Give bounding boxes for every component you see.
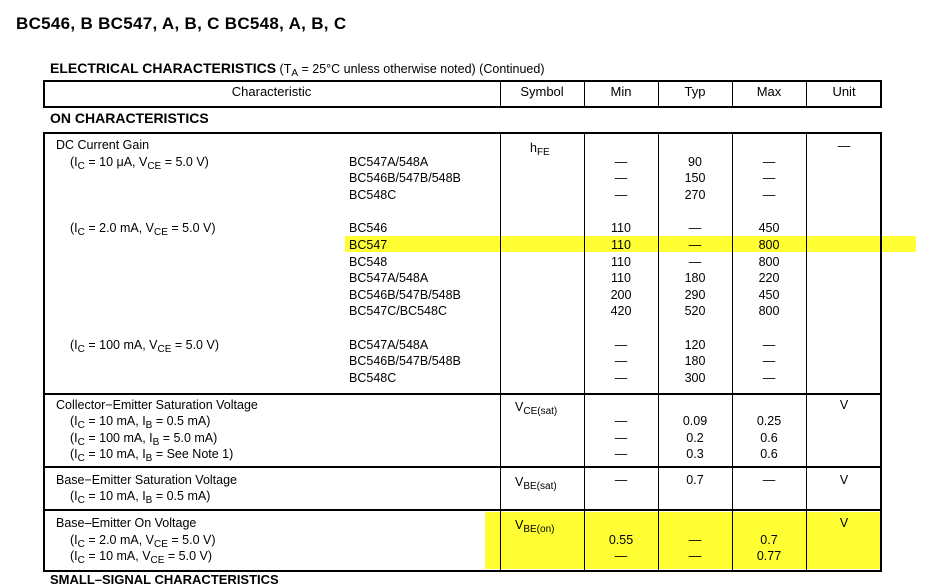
min-value: — xyxy=(614,171,628,185)
col-max: Max xyxy=(756,84,782,99)
typ-value: 0.09 xyxy=(682,414,708,428)
typ-value: 300 xyxy=(684,371,706,385)
vbe-on-cond: ($I_C = 10$ mA, $V_{CE} = 5.0$ V) xyxy=(70,549,213,566)
max-value: 800 xyxy=(758,304,780,318)
vce-sat-unit: V xyxy=(839,398,849,412)
page-title: BC546, B BC547, A, B, C BC548, A, B, C xyxy=(16,14,347,33)
next-section-heading: SMALL–SIGNAL CHARACTERISTICS xyxy=(50,572,279,587)
min-value: — xyxy=(614,354,628,368)
col-typ: Typ xyxy=(684,84,706,99)
min-value: 200 xyxy=(610,288,632,302)
vbe-sat-symbol: $V_{BE(sat)}$ xyxy=(515,475,557,492)
min-value: — xyxy=(614,549,628,563)
min-value: 110 xyxy=(611,255,631,269)
part-number: BC548C xyxy=(349,371,397,385)
max-value: 0.6 xyxy=(760,431,778,445)
typ-value: 180 xyxy=(684,354,706,368)
table-heading-main: ELECTRICAL CHARACTERISTICS xyxy=(50,60,277,76)
dc-gain-cond2: ($I_C = 2.0$ mA, $V_{CE} = 5.0$ V) xyxy=(70,221,216,238)
max-value: 450 xyxy=(758,221,780,235)
typ-value: 290 xyxy=(684,288,706,302)
max-value: 0.77 xyxy=(756,549,782,563)
dc-gain-cond1: ($I_C = 10$ μA, $V_{CE} = 5.0$ V) xyxy=(70,155,209,172)
typ-value: 180 xyxy=(684,271,706,285)
max-value: — xyxy=(762,354,776,368)
vce-sat-cond: ($I_C = 100$ mA, $I_B = 5.0$ mA) xyxy=(70,431,218,448)
min-value: — xyxy=(614,431,628,445)
col-unit: Unit xyxy=(832,84,856,99)
vbe-on-unit: V xyxy=(839,516,849,530)
vbe-on-symbol: $V_{BE(on)}$ xyxy=(515,518,555,535)
vce-sat-cond: ($I_C = 10$ mA, $I_B$ = See Note 1) xyxy=(70,447,234,464)
min-value: — xyxy=(614,371,628,385)
typ-value: — xyxy=(688,221,702,235)
typ-value: 0.3 xyxy=(686,447,704,461)
typ-value: 520 xyxy=(684,304,706,318)
min-value: 110 xyxy=(611,271,631,285)
part-number: BC546B/547B/548B xyxy=(349,288,461,302)
vce-sat-symbol: $V_{CE(sat)}$ xyxy=(515,400,558,417)
vce-sat-label: Collector−Emitter Saturation Voltage xyxy=(56,398,258,412)
part-number: BC546B/547B/548B xyxy=(349,354,461,368)
part-number: BC547A/548A xyxy=(349,271,429,285)
max-value: 0.25 xyxy=(756,414,782,428)
min-value: — xyxy=(614,188,628,202)
max-value: 0.6 xyxy=(760,447,778,461)
vce-sat-cond: ($I_C = 10$ mA, $I_B = 0.5$ mA) xyxy=(70,414,211,431)
max-value: — xyxy=(762,188,776,202)
max-value: 220 xyxy=(758,271,780,285)
typ-value: 0.7 xyxy=(686,473,704,487)
section-on-characteristics: ON CHARACTERISTICS xyxy=(50,110,209,126)
max-value: 0.7 xyxy=(760,533,778,547)
dc-gain-cond3: ($I_C = 100$ mA, $V_{CE} = 5.0$ V) xyxy=(70,338,219,355)
typ-value: 270 xyxy=(684,188,706,202)
part-number: BC547C/BC548C xyxy=(349,304,447,318)
vbe-sat-unit: V xyxy=(839,473,849,487)
typ-value: 120 xyxy=(684,338,706,352)
vbe-on-cond: ($I_C = 2.0$ mA, $V_{CE} = 5.0$ V) xyxy=(70,533,216,550)
min-value: 420 xyxy=(610,304,632,318)
max-value: 450 xyxy=(758,288,780,302)
typ-value: — xyxy=(688,255,702,269)
typ-value: 150 xyxy=(684,171,706,185)
min-value: 0.55 xyxy=(608,533,634,547)
part-number: BC548 xyxy=(349,255,388,269)
min-value: 110 xyxy=(611,221,631,235)
max-value: 800 xyxy=(758,255,780,269)
max-value: 800 xyxy=(758,238,780,252)
vbe-sat-cond: ($I_C = 10$ mA, $I_B = 0.5$ mA) xyxy=(70,489,211,506)
min-value: 110 xyxy=(611,238,631,252)
col-min: Min xyxy=(610,84,632,99)
typ-value: — xyxy=(688,549,702,563)
col-characteristic: Characteristic xyxy=(231,84,312,99)
min-value: — xyxy=(614,473,628,487)
col-symbol: Symbol xyxy=(520,84,564,99)
typ-value: — xyxy=(688,238,702,252)
min-value: — xyxy=(614,155,628,169)
max-value: — xyxy=(762,473,776,487)
dc-gain-label: DC Current Gain xyxy=(56,138,150,152)
min-value: — xyxy=(614,447,628,461)
max-value: — xyxy=(762,155,776,169)
max-value: — xyxy=(762,171,776,185)
table-heading xyxy=(50,60,545,79)
part-number: BC547A/548A xyxy=(349,155,429,169)
vbe-sat-label: Base−Emitter Saturation Voltage xyxy=(56,473,238,487)
typ-value: 0.2 xyxy=(686,431,704,445)
part-number: BC546B/547B/548B xyxy=(349,171,461,185)
min-value: — xyxy=(614,338,628,352)
typ-value: — xyxy=(688,533,702,547)
max-value: — xyxy=(762,371,776,385)
min-value: — xyxy=(614,414,628,428)
typ-value: 90 xyxy=(688,155,702,169)
part-number: BC547A/548A xyxy=(349,338,429,352)
part-number: BC547 xyxy=(349,238,388,252)
dc-gain-unit: — xyxy=(837,139,851,153)
dc-gain-symbol: $h_{FE}$ xyxy=(530,141,550,158)
max-value: — xyxy=(762,338,776,352)
vbe-on-label: Base–Emitter On Voltage xyxy=(56,516,197,530)
part-number: BC546 xyxy=(349,221,388,235)
part-number: BC548C xyxy=(349,188,397,202)
table-heading-note: ($T_A = 25^\circ C$ unless otherwise noted) (Continued) xyxy=(276,62,545,79)
